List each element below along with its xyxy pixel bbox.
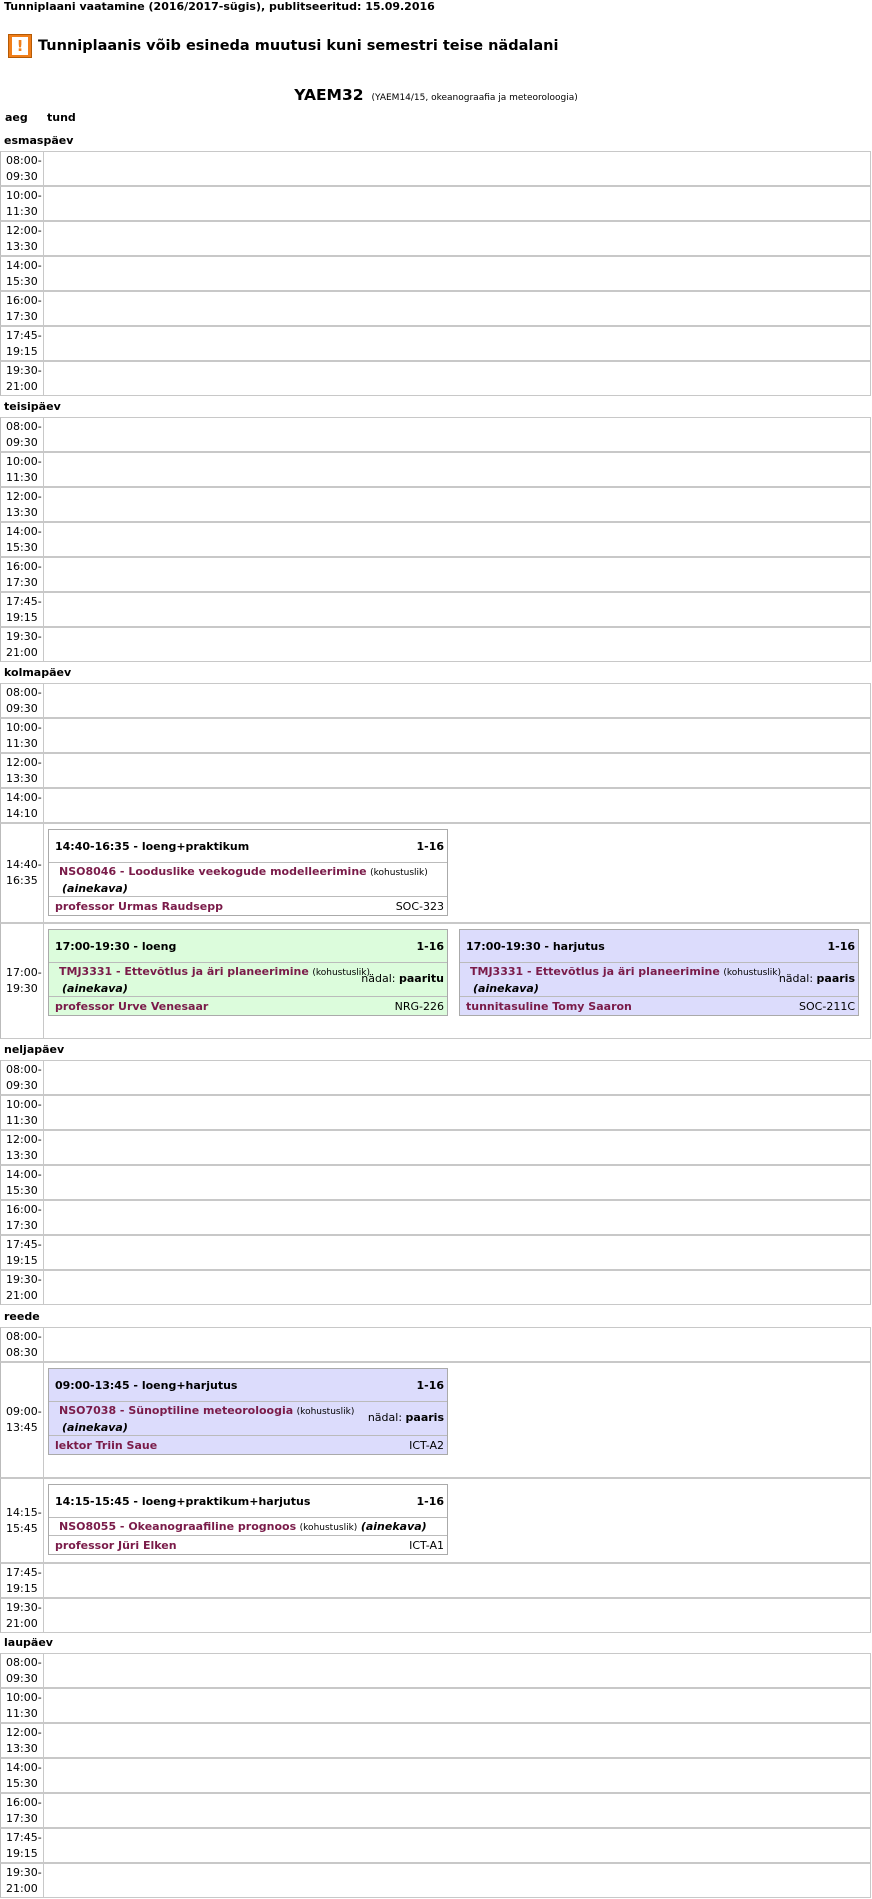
room: SOC-211C: [799, 999, 855, 1013]
course-plan-link[interactable]: (ainekava): [360, 1520, 427, 1533]
time-cell: [1, 1689, 44, 1722]
week-parity: [779, 972, 855, 985]
time-start: 14:00-: [6, 790, 42, 804]
time-cell: [1, 1363, 44, 1477]
time-range: [6, 629, 42, 661]
time-cell: [1, 1599, 44, 1632]
event-type: loeng+praktikum: [141, 839, 250, 853]
event-header: [49, 1485, 447, 1518]
time-start: 14:00-: [6, 1760, 42, 1774]
event-footer: [49, 1436, 447, 1454]
time-range: [6, 965, 42, 997]
time-cell: [1, 292, 44, 325]
time-slot-row: [0, 1863, 871, 1898]
event-header: [49, 1369, 447, 1402]
day-label: kolmapäev: [4, 666, 72, 679]
event-course-block: [49, 963, 447, 997]
time-slot-row: [0, 627, 871, 662]
time-range: [6, 1865, 42, 1897]
time-end: 13:45: [6, 1421, 38, 1434]
time-end: 19:30: [6, 982, 38, 995]
time-slot-row: [0, 923, 871, 1039]
time-slot-row: [0, 522, 871, 557]
time-start: 16:00-: [6, 1202, 42, 1216]
event-header: [49, 830, 447, 863]
time-cell: [1, 418, 44, 451]
time-range: [6, 258, 42, 290]
time-start: 19:30-: [6, 1600, 42, 1614]
time-range: [6, 1725, 42, 1757]
time-range: [6, 1830, 42, 1862]
time-end: 17:30: [6, 309, 38, 323]
time-slot-row: [0, 151, 871, 186]
event-time: 17:00-19:30 -: [466, 939, 549, 953]
time-range: [6, 363, 42, 395]
course-line: [59, 863, 447, 897]
time-end: 11:30: [6, 1113, 38, 1127]
time-range: [6, 1760, 42, 1792]
time-range: [6, 857, 42, 889]
time-start: 19:30-: [6, 629, 42, 643]
time-cell: [1, 222, 44, 255]
notice-text: Tunniplaanis võib esineda muutusi kuni semestri teise nädalani: [38, 38, 559, 54]
time-cell: [1, 327, 44, 360]
time-start: 14:00-: [6, 524, 42, 538]
time-cell: [1, 558, 44, 591]
event-footer: [49, 897, 447, 915]
event-course-block: [460, 963, 858, 997]
time-start: 17:45-: [6, 328, 42, 342]
time-end: 11:30: [6, 1706, 38, 1720]
time-range: [6, 1795, 42, 1827]
event-card: [459, 929, 859, 1016]
time-range: [6, 524, 42, 556]
week-value: paaritu: [398, 972, 444, 985]
time-slot-row: [0, 1688, 871, 1723]
time-cell: [1, 187, 44, 220]
time-end: 21:00: [6, 1616, 38, 1630]
time-slot-row: [0, 186, 871, 221]
time-start: 10:00-: [6, 1690, 42, 1704]
week-label: nädal:: [778, 972, 814, 985]
time-range: [6, 755, 42, 787]
time-slot-row: [0, 1130, 871, 1165]
time-end: 09:30: [6, 701, 38, 715]
time-slot-row: [0, 1793, 871, 1828]
teacher-link[interactable]: lektor Triin Saue: [55, 1438, 158, 1452]
time-start: 08:00-: [6, 1329, 42, 1343]
time-cell: [1, 362, 44, 395]
event-weeks: 1-16: [416, 839, 444, 853]
time-cell: [1, 754, 44, 787]
room: ICT-A1: [409, 1538, 444, 1552]
week-value: paaris: [816, 972, 855, 985]
column-header-time: aeg: [5, 111, 28, 124]
time-start: 14:00-: [6, 1167, 42, 1181]
event-card: [48, 1368, 448, 1455]
course-kind: (kohustuslik): [312, 968, 371, 978]
event-type: loeng+harjutus: [141, 1378, 238, 1392]
time-start: 12:00-: [6, 489, 42, 503]
time-range: [6, 1404, 42, 1436]
time-slot-row: [0, 326, 871, 361]
time-range: [6, 685, 42, 717]
time-end: 09:30: [6, 435, 38, 449]
event-time-type: [466, 940, 605, 953]
time-start: 08:00-: [6, 1655, 42, 1669]
time-cell: [1, 789, 44, 822]
time-cell: [1, 924, 44, 1038]
time-end: 21:00: [6, 379, 38, 393]
time-cell: [1, 1271, 44, 1304]
time-range: [6, 1655, 42, 1687]
course-plan-link[interactable]: (ainekava): [473, 982, 539, 995]
time-slot-row: [0, 221, 871, 256]
time-range: [6, 1272, 42, 1304]
day-label: neljapäev: [4, 1043, 65, 1056]
time-start: 17:45-: [6, 1830, 42, 1844]
course-link[interactable]: NSO8046 - Looduslike veekogude modelleerimine: [59, 865, 367, 878]
time-cell: [1, 523, 44, 556]
time-end: 19:15: [6, 610, 38, 624]
event-weeks: 1-16: [416, 1378, 444, 1392]
time-range: [6, 1329, 42, 1361]
event-time-type: [55, 940, 176, 953]
time-range: [6, 1505, 42, 1537]
time-cell: [1, 1564, 44, 1597]
day-label: teisipäev: [4, 400, 61, 413]
time-range: [6, 1565, 42, 1597]
time-start: 08:00-: [6, 153, 42, 167]
time-start: 14:40-: [6, 858, 42, 871]
event-weeks: 1-16: [416, 1494, 444, 1508]
time-start: 17:45-: [6, 594, 42, 608]
time-start: 12:00-: [6, 1132, 42, 1146]
time-slot-row: [0, 1327, 871, 1362]
time-range: [6, 454, 42, 486]
time-slot-row: [0, 1828, 871, 1863]
time-slot-row: [0, 256, 871, 291]
time-slot-row: [0, 823, 871, 923]
time-cell: [1, 1794, 44, 1827]
event-type: loeng: [141, 939, 177, 953]
time-start: 12:00-: [6, 755, 42, 769]
event-time-type: [55, 840, 249, 853]
time-end: 09:30: [6, 1078, 38, 1092]
event-card: [48, 1484, 448, 1555]
group-title: [0, 86, 872, 104]
event-card: [48, 929, 448, 1016]
time-end: 21:00: [6, 645, 38, 659]
time-slot-row: [0, 1270, 871, 1305]
time-slot-row: [0, 718, 871, 753]
event-weeks: 1-16: [827, 939, 855, 953]
course-kind: (kohustuslik): [370, 868, 428, 878]
event-time: 17:00-19:30 -: [55, 939, 138, 953]
time-range: [6, 293, 42, 325]
course-kind: (kohustuslik): [723, 968, 782, 978]
event-card: [48, 829, 448, 916]
teacher-link[interactable]: tunnitasuline Tomy Saaron: [466, 999, 632, 1013]
time-slot-row: [0, 361, 871, 396]
time-slot-row: [0, 417, 871, 452]
course-link[interactable]: TMJ3331 - Ettevõtlus ja äri planeerimine: [59, 965, 309, 978]
time-start: 09:00-: [6, 1405, 42, 1418]
event-time-type: [55, 1495, 310, 1508]
time-cell: [1, 824, 44, 922]
time-slot-row: [0, 452, 871, 487]
time-start: 08:00-: [6, 419, 42, 433]
time-end: 15:30: [6, 1776, 38, 1790]
time-cell: [1, 1864, 44, 1897]
time-slot-row: [0, 1165, 871, 1200]
time-start: 16:00-: [6, 559, 42, 573]
time-start: 10:00-: [6, 720, 42, 734]
time-cell: [1, 684, 44, 717]
plan-line: [59, 881, 447, 897]
time-slot-row: [0, 683, 871, 718]
time-end: 15:30: [6, 274, 38, 288]
time-end: 19:15: [6, 1846, 38, 1860]
event-footer: [460, 997, 858, 1015]
time-end: 15:30: [6, 540, 38, 554]
week-label: nädal:: [367, 1411, 403, 1424]
time-start: 14:00-: [6, 258, 42, 272]
time-slot-row: [0, 1653, 871, 1688]
week-value: paaris: [405, 1411, 444, 1424]
time-range: [6, 1237, 42, 1269]
room: NRG-226: [394, 999, 444, 1013]
time-cell: [1, 1328, 44, 1361]
time-start: 19:30-: [6, 363, 42, 377]
event-time: 14:15-15:45 -: [55, 1494, 138, 1508]
time-slot-row: [0, 1235, 871, 1270]
time-slot-row: [0, 1758, 871, 1793]
time-range: [6, 419, 42, 451]
time-cell: [1, 1479, 44, 1562]
course-plan-link[interactable]: (ainekava): [62, 882, 128, 895]
time-end: 19:15: [6, 344, 38, 358]
time-cell: [1, 1724, 44, 1757]
time-slot-row: [0, 1598, 871, 1633]
time-cell: [1, 488, 44, 521]
event-type: loeng+praktikum+harjutus: [141, 1494, 311, 1508]
time-range: [6, 188, 42, 220]
time-cell: [1, 453, 44, 486]
time-slot-row: [0, 1563, 871, 1598]
time-cell: [1, 1654, 44, 1687]
page-header: Tunniplaani vaatamine (2016/2017-sügis), publitseeritud: 15.09.2016: [4, 0, 435, 13]
time-start: 16:00-: [6, 1795, 42, 1809]
time-end: 09:30: [6, 169, 38, 183]
time-cell: [1, 628, 44, 661]
time-cell: [1, 1759, 44, 1792]
time-slot-row: [0, 1723, 871, 1758]
time-end: 19:15: [6, 1581, 38, 1595]
teacher-link[interactable]: professor Urmas Raudsepp: [55, 899, 223, 913]
time-cell: [1, 593, 44, 626]
time-cell: [1, 719, 44, 752]
time-range: [6, 223, 42, 255]
time-start: 17:45-: [6, 1237, 42, 1251]
group-code: YAEM32: [294, 86, 364, 104]
time-range: [6, 328, 42, 360]
time-slot-row: [0, 1200, 871, 1235]
time-range: [6, 489, 42, 521]
time-end: 11:30: [6, 470, 38, 484]
time-start: 10:00-: [6, 454, 42, 468]
time-range: [6, 1690, 42, 1722]
time-cell: [1, 1201, 44, 1234]
time-end: 15:45: [6, 1521, 38, 1535]
time-start: 10:00-: [6, 188, 42, 202]
time-start: 08:00-: [6, 1062, 42, 1076]
week-parity: [368, 1411, 444, 1424]
time-end: 11:30: [6, 204, 38, 218]
time-start: 19:30-: [6, 1865, 42, 1879]
course-line: [59, 1518, 447, 1537]
event-footer: [49, 1536, 447, 1554]
event-header: [49, 930, 447, 963]
event-time: 09:00-13:45 -: [55, 1378, 138, 1392]
time-cell: [1, 1236, 44, 1269]
time-cell: [1, 1829, 44, 1862]
event-weeks: 1-16: [416, 939, 444, 953]
time-start: 16:00-: [6, 293, 42, 307]
week-parity: [361, 972, 444, 985]
time-end: 21:00: [6, 1288, 38, 1302]
group-info: (YAEM14/15, okeanograafia ja meteoroloogia): [371, 93, 578, 103]
time-range: [6, 720, 42, 752]
notice-banner: [8, 32, 558, 60]
time-cell: [1, 1166, 44, 1199]
time-end: 13:30: [6, 505, 38, 519]
time-range: [6, 1132, 42, 1164]
teacher-link[interactable]: professor Jüri Elken: [55, 1538, 177, 1552]
time-slot-row: [0, 557, 871, 592]
course-link[interactable]: NSO7038 - Sünoptiline meteoroloogia: [59, 1404, 294, 1417]
time-range: [6, 153, 42, 185]
time-end: 13:30: [6, 239, 38, 253]
time-range: [6, 1097, 42, 1129]
time-start: 19:30-: [6, 1272, 42, 1286]
event-header: [460, 930, 858, 963]
time-end: 13:30: [6, 771, 38, 785]
time-start: 17:00-: [6, 966, 42, 979]
time-end: 17:30: [6, 575, 38, 589]
time-start: 17:45-: [6, 1565, 42, 1579]
time-end: 15:30: [6, 1183, 38, 1197]
course-link[interactable]: NSO8055 - Okeanograafiline prognoos: [59, 1520, 297, 1533]
time-cell: [1, 152, 44, 185]
time-cell: [1, 1096, 44, 1129]
time-range: [6, 594, 42, 626]
time-range: [6, 1202, 42, 1234]
time-end: 11:30: [6, 736, 38, 750]
event-footer: [49, 997, 447, 1015]
time-start: 08:00-: [6, 685, 42, 699]
warning-icon: !: [8, 34, 32, 58]
time-slot-row: [0, 788, 871, 823]
event-time: 14:40-16:35 -: [55, 839, 138, 853]
time-slot-row: [0, 487, 871, 522]
time-cell: [1, 1131, 44, 1164]
time-slot-row: [0, 291, 871, 326]
time-end: 16:35: [6, 874, 38, 887]
event-course-block: [49, 863, 447, 897]
time-end: 08:30: [6, 1345, 38, 1359]
time-end: 19:15: [6, 1253, 38, 1267]
time-start: 14:15-: [6, 1505, 42, 1519]
course-plan-link[interactable]: (ainekava): [62, 982, 128, 995]
course-link[interactable]: TMJ3331 - Ettevõtlus ja äri planeerimine: [470, 965, 720, 978]
room: SOC-323: [395, 899, 444, 913]
event-type: harjutus: [552, 939, 605, 953]
day-label: laupäev: [4, 1636, 53, 1649]
time-cell: [1, 257, 44, 290]
column-header-class: tund: [47, 111, 76, 124]
time-start: 12:00-: [6, 1725, 42, 1739]
event-course-block: [49, 1518, 447, 1536]
time-end: 17:30: [6, 1811, 38, 1825]
time-end: 21:00: [6, 1881, 38, 1895]
event-time-type: [55, 1379, 237, 1392]
time-end: 13:30: [6, 1148, 38, 1162]
time-slot-row: [0, 592, 871, 627]
time-slot-row: [0, 1478, 871, 1563]
day-label: reede: [4, 1310, 40, 1323]
time-slot-row: [0, 753, 871, 788]
teacher-link[interactable]: professor Urve Venesaar: [55, 999, 209, 1013]
time-range: [6, 1167, 42, 1199]
time-end: 14:10: [6, 806, 38, 820]
room: ICT-A2: [409, 1438, 444, 1452]
course-kind: (kohustuslik): [296, 1407, 355, 1417]
time-range: [6, 559, 42, 591]
time-end: 17:30: [6, 1218, 38, 1232]
time-end: 09:30: [6, 1671, 38, 1685]
time-cell: [1, 1061, 44, 1094]
week-label: nädal:: [361, 972, 396, 985]
time-range: [6, 1062, 42, 1094]
time-slot-row: [0, 1060, 871, 1095]
course-plan-link[interactable]: (ainekava): [62, 1421, 128, 1434]
time-slot-row: [0, 1095, 871, 1130]
time-end: 13:30: [6, 1741, 38, 1755]
day-label: esmaspäev: [4, 134, 74, 147]
event-course-block: [49, 1402, 447, 1436]
time-start: 10:00-: [6, 1097, 42, 1111]
time-slot-row: [0, 1362, 871, 1478]
course-kind: (kohustuslik): [299, 1523, 358, 1533]
time-range: [6, 1600, 42, 1632]
time-range: [6, 790, 42, 822]
time-start: 12:00-: [6, 223, 42, 237]
